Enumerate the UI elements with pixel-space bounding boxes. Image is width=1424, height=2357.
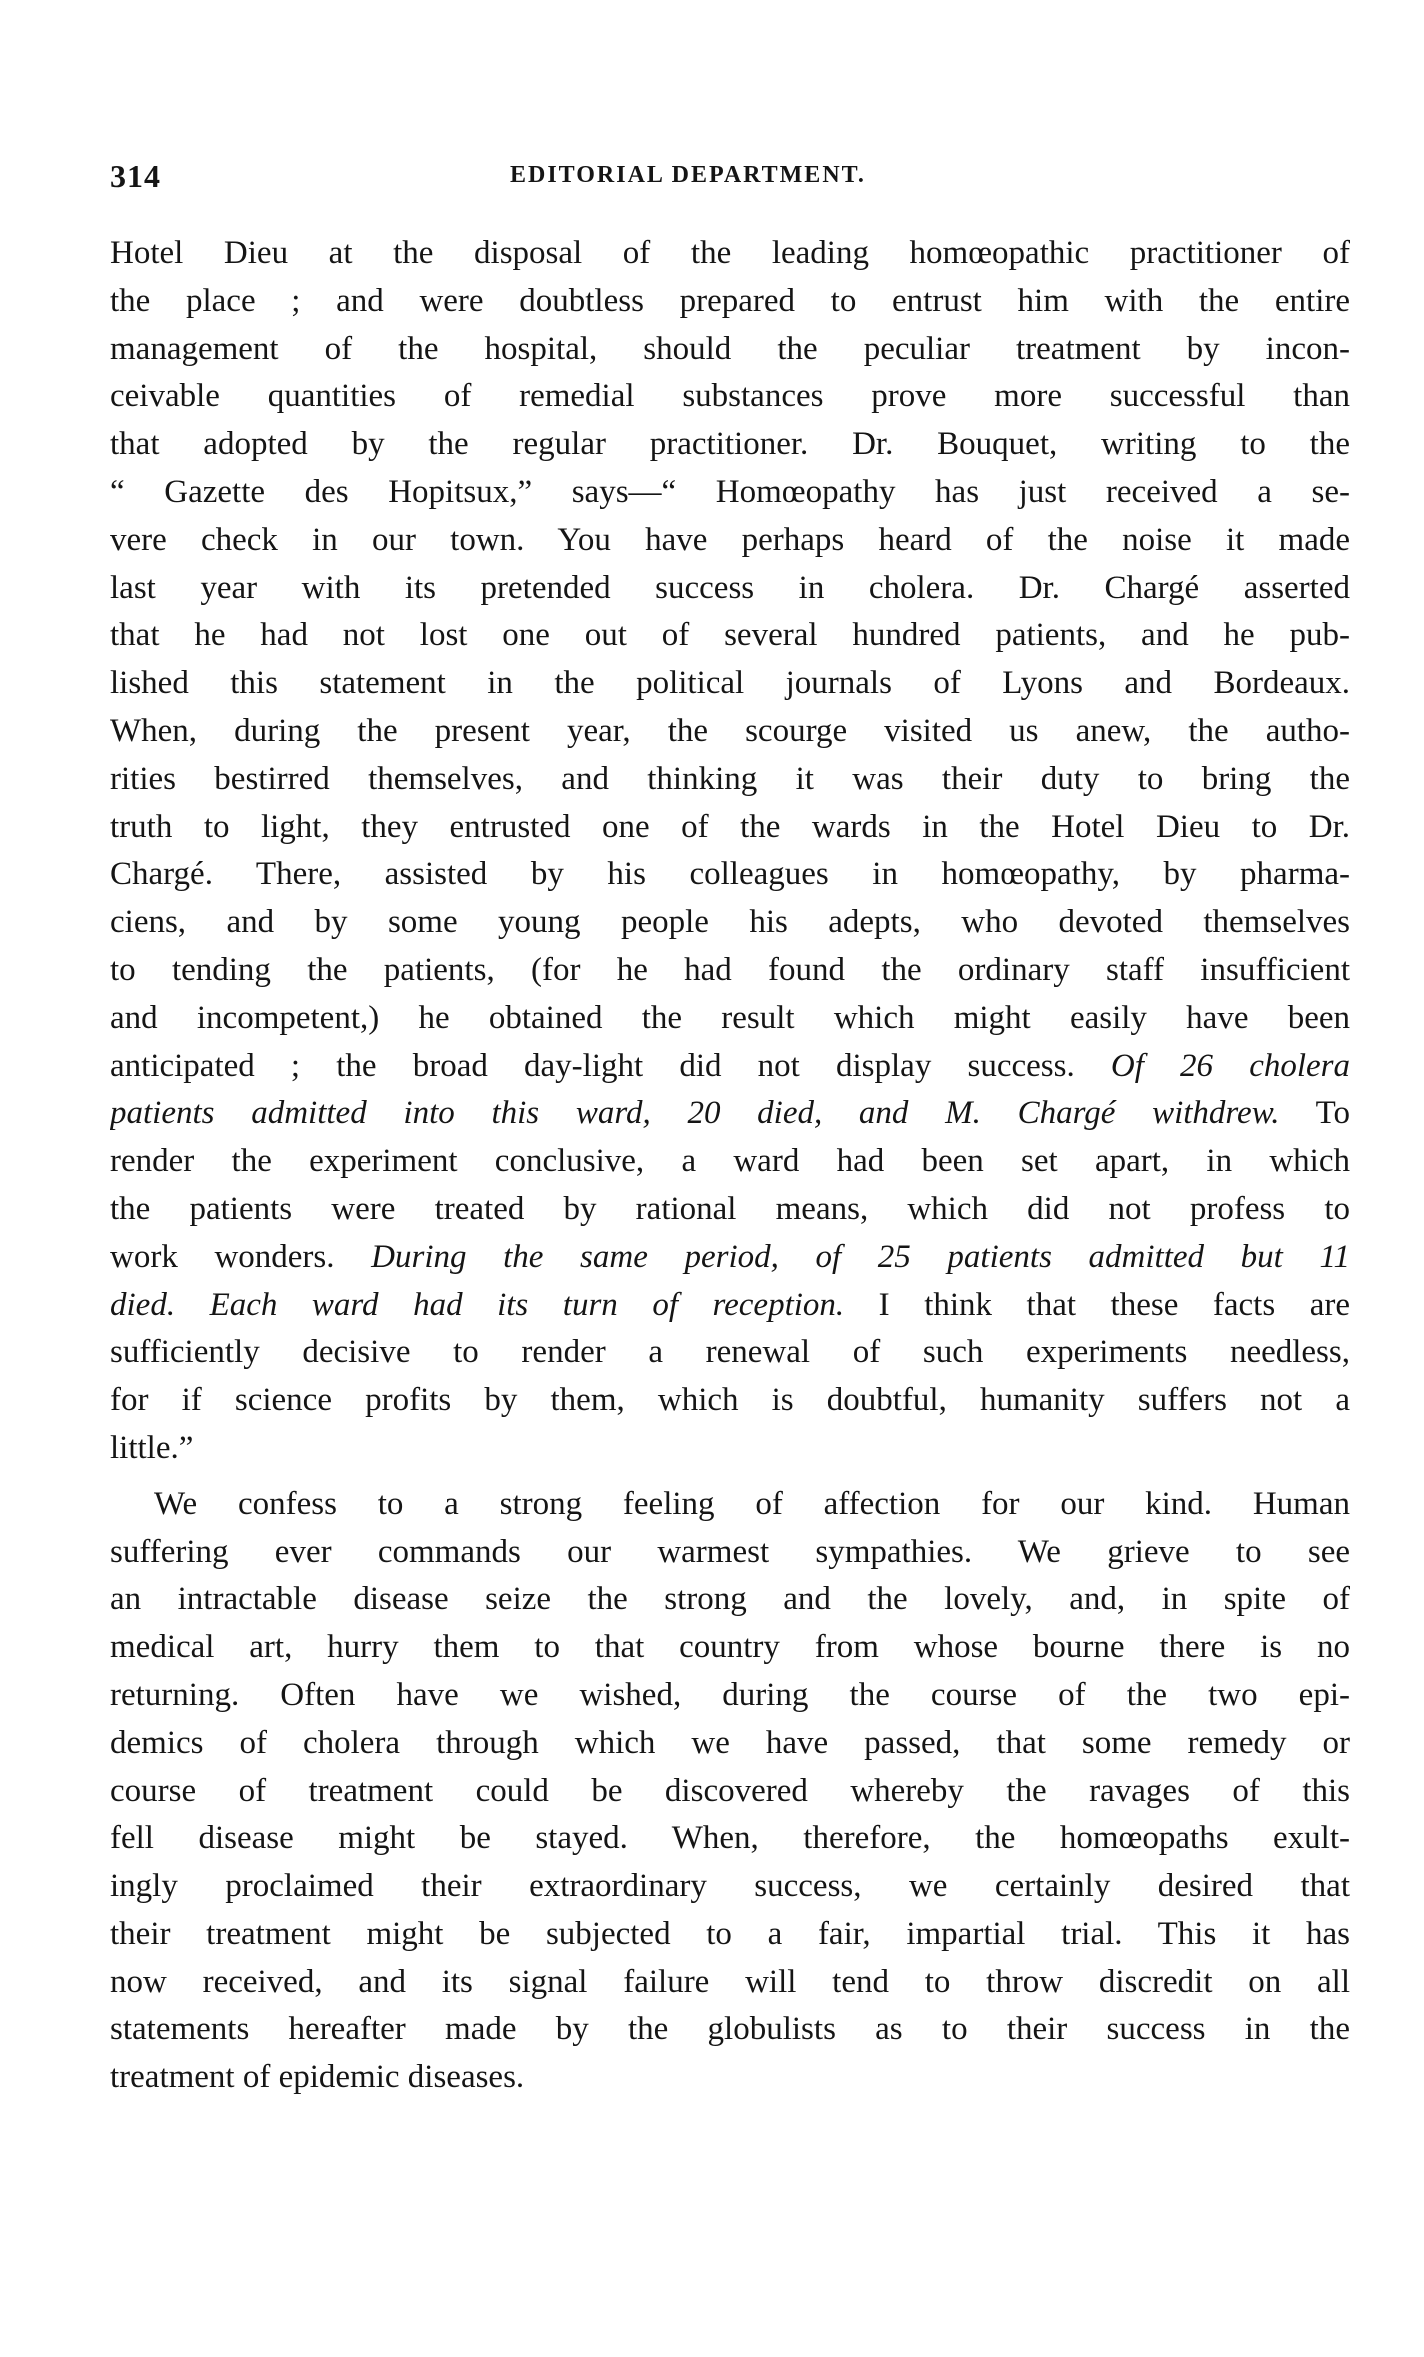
text-line	[110, 1576, 1350, 1624]
text-line	[110, 1672, 1350, 1720]
text-line	[110, 373, 1350, 421]
text-line	[110, 1720, 1350, 1768]
paragraph-2	[110, 1481, 1350, 2102]
text-segment: medical art, hurry them to that country from whose bourne there is no	[110, 1629, 1350, 1666]
text-line	[110, 565, 1350, 613]
text-line	[110, 1863, 1350, 1911]
paragraph-1	[110, 230, 1350, 1473]
text-line	[110, 612, 1350, 660]
text-line	[110, 1624, 1350, 1672]
text-segment: To	[1279, 1095, 1350, 1132]
text-segment: sufficiently decisive to render a renewal of such experiments needless,	[110, 1334, 1350, 1371]
text-line	[110, 1815, 1350, 1863]
text-segment: an intractable disease seize the strong and the lovely, and, in spite of	[110, 1581, 1350, 1618]
text-segment: their treatment might be subjected to a fair, impartial trial. This it has	[110, 1915, 1350, 1952]
text-line	[110, 1282, 1350, 1330]
text-segment: I think that these facts are	[844, 1286, 1350, 1323]
page-number: 314	[110, 158, 161, 194]
text-segment: demics of cholera through which we have passed, that some remedy or	[110, 1724, 1350, 1761]
text-segment: vere check in our town. You have perhaps heard of the noise it made	[110, 521, 1350, 558]
text-segment: the patients were treated by rational means, which did not profess to	[110, 1190, 1350, 1227]
text-line	[110, 469, 1350, 517]
text-line	[110, 2006, 1350, 2054]
text-line	[110, 1768, 1350, 1816]
text-segment: and incompetent,) he obtained the result which might easily have been	[110, 999, 1350, 1036]
body-text	[110, 230, 1350, 2102]
text-segment: suffering ever commands our warmest sympathies. We grieve to see	[110, 1533, 1350, 1570]
paragraph-gap	[110, 1473, 1350, 1481]
text-line	[110, 1329, 1350, 1377]
text-line	[110, 756, 1350, 804]
text-segment: for if science profits by them, which is doubtful, humanity suffers not a	[110, 1382, 1350, 1419]
text-segment: that adopted by the regular practitioner. Dr. Bouquet, writing to the	[110, 426, 1350, 463]
italic-text: During the same period, of 25 patients admitted but 11	[371, 1238, 1350, 1275]
text-line	[110, 1234, 1350, 1282]
text-segment: ingly proclaimed their extraordinary success, we certainly desired that	[110, 1868, 1350, 1905]
text-segment: to tending the patients, (for he had found the ordinary staff insufficient	[110, 951, 1350, 988]
italic-text: Of 26 cholera	[1110, 1047, 1350, 1084]
text-segment: Hotel Dieu at the disposal of the leading homœopathic practitioner of	[110, 235, 1350, 271]
text-line	[110, 899, 1350, 947]
text-segment: ciens, and by some young people his adepts, who devoted themselves	[110, 904, 1350, 941]
text-line	[110, 421, 1350, 469]
text-segment: management of the hospital, should the peculiar treatment by incon-	[110, 330, 1350, 367]
text-segment: ceivable quantities of remedial substances prove more successful than	[110, 378, 1350, 415]
text-line	[110, 1911, 1350, 1959]
text-line	[110, 1090, 1350, 1138]
running-head: EDITORIAL DEPARTMENT.	[510, 162, 866, 188]
text-segment: statements hereafter made by the globulists as to their success in the	[110, 2011, 1350, 2048]
text-line	[110, 947, 1350, 995]
text-line	[110, 1481, 1350, 1529]
text-line	[110, 230, 1350, 278]
text-line	[110, 2054, 1350, 2102]
text-line	[110, 326, 1350, 374]
text-segment: render the experiment conclusive, a ward had been set apart, in which	[110, 1143, 1350, 1180]
text-line	[110, 995, 1350, 1043]
text-segment: work wonders.	[110, 1238, 372, 1275]
text-line	[110, 278, 1350, 326]
text-segment: fell disease might be stayed. When, therefore, the homœopaths exult-	[110, 1820, 1350, 1857]
text-line	[110, 1377, 1350, 1425]
text-line	[110, 1959, 1350, 2007]
italic-text: patients admitted into this ward, 20 died, and M. Chargé withdrew.	[110, 1095, 1280, 1132]
text-segment: “ Gazette des Hopitsux,” says—“ Homœopathy has just received a se-	[110, 473, 1350, 510]
text-line	[110, 1043, 1350, 1091]
text-line	[110, 708, 1350, 756]
italic-text: died. Each ward had its turn of reception.	[110, 1286, 845, 1323]
text-segment: returning. Often have we wished, during the course of the two epi-	[110, 1676, 1350, 1713]
text-segment: anticipated ; the broad day-light did not display success.	[110, 1047, 1111, 1084]
text-segment: When, during the present year, the scourge visited us anew, the autho-	[110, 712, 1350, 749]
text-line	[110, 1138, 1350, 1186]
text-segment: We confess to a strong feeling of affection for our kind. Human	[154, 1485, 1350, 1522]
page-header	[110, 158, 1350, 198]
text-segment: course of treatment could be discovered whereby the ravages of this	[110, 1772, 1350, 1809]
text-segment: that he had not lost one out of several hundred patients, and he pub-	[110, 617, 1350, 654]
text-line	[110, 517, 1350, 565]
text-segment: little.”	[110, 1429, 194, 1466]
text-line	[110, 660, 1350, 708]
text-segment: treatment of epidemic diseases.	[110, 2059, 525, 2096]
text-segment: now received, and its signal failure will tend to throw discredit on all	[110, 1963, 1350, 2000]
text-segment: Chargé. There, assisted by his colleagues in homœopathy, by pharma-	[110, 856, 1350, 893]
text-segment: rities bestirred themselves, and thinking it was their duty to bring the	[110, 760, 1350, 797]
text-line	[110, 851, 1350, 899]
text-segment: truth to light, they entrusted one of the wards in the Hotel Dieu to Dr.	[110, 808, 1350, 845]
text-line	[110, 1186, 1350, 1234]
text-line	[110, 804, 1350, 852]
text-line	[110, 1425, 1350, 1473]
text-segment: last year with its pretended success in cholera. Dr. Chargé asserted	[110, 569, 1350, 606]
text-segment: the place ; and were doubtless prepared to entrust him with the entire	[110, 282, 1350, 319]
text-line	[110, 1529, 1350, 1577]
text-segment: lished this statement in the political journals of Lyons and Bordeaux.	[110, 665, 1350, 702]
